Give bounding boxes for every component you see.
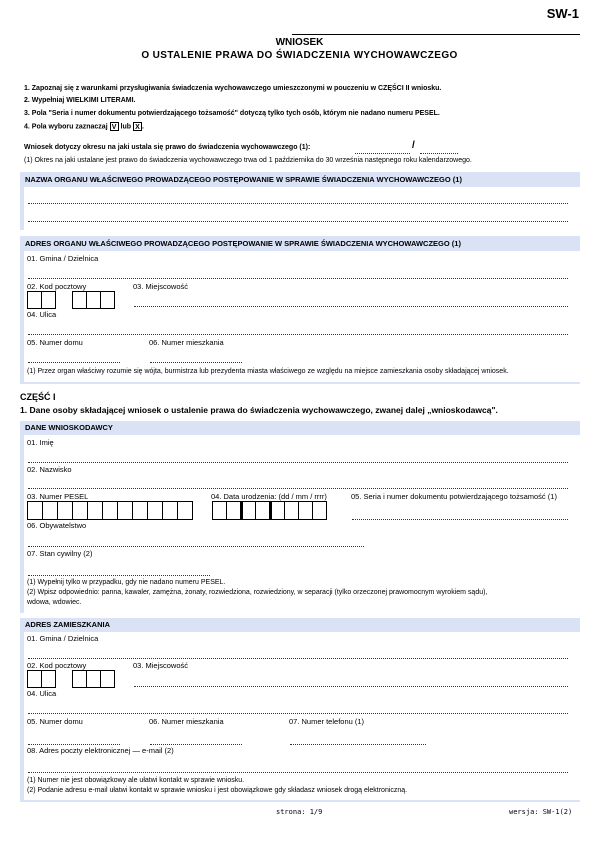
residence-miejscowosc-field[interactable] (134, 686, 568, 687)
part1-title: CZĘŚĆ I (20, 392, 56, 402)
organ-miejscowosc-field[interactable] (134, 306, 568, 307)
instruction-3: 3. Pola "Seria i numer dokumentu potwierdzającego tożsamość" dotyczą tylko tych osób, którym nie nadano numeru PESEL. (24, 110, 440, 117)
residence-email-field[interactable] (28, 772, 568, 773)
residence-section-edge (20, 618, 24, 800)
form-version: wersja: SW-1(2) (509, 808, 573, 816)
organ-name-line-1[interactable] (28, 203, 568, 204)
organ-ulica-field[interactable] (28, 334, 568, 335)
residence-kod-box-2[interactable] (41, 670, 56, 688)
pesel-digit-box[interactable] (162, 501, 178, 520)
residence-kod-box-5[interactable] (100, 670, 115, 688)
applicant-note-2a: (2) Wpisz odpowiednio: panna, kawaler, zamężna, żonaty, rozwiedziona, rozwiedziony, w separacji (tylko orzeczonej prawomocnym wyrokiem sądu), (27, 589, 488, 596)
organ-kod-label: 02. Kod pocztowy (27, 282, 87, 291)
top-rule (292, 34, 580, 35)
pesel-digit-box[interactable] (132, 501, 148, 520)
title-line1: WNIOSEK (275, 37, 324, 48)
applicant-obywatelstwo-label: 06. Obywatelstwo (27, 521, 87, 530)
applicant-pesel-label: 03. Numer PESEL (27, 492, 89, 501)
organ-miejscowosc-label: 03. Miejscowość (133, 282, 189, 291)
residence-nr-mieszkania-field[interactable] (150, 744, 242, 745)
instruction-4 (24, 122, 144, 131)
organ-name-line-2[interactable] (28, 221, 568, 222)
form-code: SW-1 (546, 6, 579, 21)
pesel-digit-box[interactable] (102, 501, 118, 520)
pesel-digit-box[interactable] (117, 501, 133, 520)
organ-address-note: (1) Przez organ właściwy rozumie się wójta, burmistrza lub prezydenta miasta właściwego ze względu na miejsce zamieszkania osoby składającej wniosek. (27, 368, 509, 375)
organ-name-header: NAZWA ORGANU WŁAŚCIWEGO PROWADZĄCEGO POSTĘPOWANIE W SPRAWIE ŚWIADCZENIA WYCHOWAWCZEGO (1) (20, 172, 580, 187)
period-slash: / (412, 140, 415, 151)
applicant-obywatelstwo-field[interactable] (28, 546, 364, 547)
pesel-digit-box[interactable] (147, 501, 163, 520)
residence-kod-box-3[interactable] (72, 670, 87, 688)
applicant-imie-label: 01. Imię (27, 438, 54, 447)
applicant-nazwisko-label: 02. Nazwisko (27, 465, 72, 474)
applicant-stan-cywilny-label: 07. Stan cywilny (2) (27, 549, 93, 558)
residence-kod-label: 02. Kod pocztowy (27, 661, 87, 670)
applicant-dokument-label: 05. Seria i numer dokumentu potwierdzającego tożsamość (1) (351, 492, 557, 501)
birthdate-digit-box[interactable] (298, 501, 313, 520)
organ-kod-box-4[interactable] (86, 291, 101, 309)
check-v-example: V (110, 122, 119, 131)
residence-ulica-field[interactable] (28, 713, 568, 714)
pesel-digit-box[interactable] (177, 501, 193, 520)
check-x-example: X (133, 122, 142, 131)
residence-nr-domu-field[interactable] (28, 744, 120, 745)
organ-address-bottom-rule (20, 382, 580, 384)
residence-header: ADRES ZAMIESZKANIA (20, 618, 580, 632)
residence-miejscowosc-label: 03. Miejscowość (133, 661, 189, 670)
residence-email-label: 08. Adres poczty elektronicznej — e-mail (2) (27, 746, 174, 755)
residence-ulica-label: 04. Ulica (27, 689, 57, 698)
residence-gmina-label: 01. Gmina / Dzielnica (27, 634, 99, 643)
applicant-stan-cywilny-field[interactable] (28, 575, 210, 576)
instruction-2: 2. Wypełniaj WIELKIMI LITERAMI. (24, 97, 136, 104)
organ-ulica-label: 04. Ulica (27, 310, 57, 319)
residence-nr-mieszkania-label: 06. Numer mieszkania (149, 717, 224, 726)
pesel-digit-box[interactable] (57, 501, 73, 520)
period-from-field[interactable] (355, 153, 410, 154)
birthdate-digit-box[interactable] (255, 501, 270, 520)
birthdate-digit-box[interactable] (284, 501, 299, 520)
residence-gmina-field[interactable] (28, 658, 568, 659)
residence-kod-box-1[interactable] (27, 670, 42, 688)
applicant-header: DANE WNIOSKODAWCY (20, 421, 580, 435)
residence-bottom-rule (20, 800, 580, 802)
residence-note-1: (1) Numer nie jest obowiązkowy ale ułatwi kontakt w sprawie wniosku. (27, 777, 245, 784)
birthdate-digit-box[interactable] (270, 501, 285, 520)
applicant-nazwisko-field[interactable] (28, 488, 568, 489)
period-label: Wniosek dotyczy okresu na jaki ustala się prawo do świadczenia wychowawczego (1): (24, 144, 311, 151)
applicant-note-1: (1) Wypełnij tylko w przypadku, gdy nie nadano numeru PESEL. (27, 579, 226, 586)
instruction-4-dot: . (142, 123, 144, 131)
part1-heading: 1. Dane osoby składającej wniosek o ustalenie prawa do świadczenia wychowawczego, zwanej dalej „wnioskodawcą". (20, 405, 498, 415)
organ-nr-domu-label: 05. Numer domu (27, 338, 83, 347)
applicant-note-2b: wdowa, wdowiec. (27, 599, 82, 606)
applicant-imie-field[interactable] (28, 462, 568, 463)
applicant-dokument-field[interactable] (352, 519, 568, 520)
pesel-digit-box[interactable] (42, 501, 58, 520)
residence-kod-box-4[interactable] (86, 670, 101, 688)
organ-kod-box-1[interactable] (27, 291, 42, 309)
instruction-4-text: 4. Pola wyboru zaznaczaj (24, 123, 108, 131)
organ-gmina-label: 01. Gmina / Dzielnica (27, 254, 99, 263)
organ-address-section-edge (20, 236, 24, 382)
period-note: (1) Okres na jaki ustalane jest prawo do świadczenia wychowawczego trwa od 1 października do 30 września następnego roku kalendarzowego. (24, 157, 472, 164)
birthdate-digit-box[interactable] (226, 501, 241, 520)
applicant-section-edge (20, 421, 24, 613)
birthdate-digit-box[interactable] (312, 501, 327, 520)
organ-nr-mieszkania-field[interactable] (150, 362, 242, 363)
pesel-digit-box[interactable] (87, 501, 103, 520)
organ-kod-box-3[interactable] (72, 291, 87, 309)
organ-gmina-field[interactable] (28, 278, 568, 279)
pesel-digit-box[interactable] (27, 501, 43, 520)
residence-telefon-field[interactable] (290, 744, 426, 745)
instruction-4-or: lub (120, 123, 132, 131)
organ-nr-mieszkania-label: 06. Numer mieszkania (149, 338, 224, 347)
residence-nr-domu-label: 05. Numer domu (27, 717, 83, 726)
organ-nr-domu-field[interactable] (28, 362, 120, 363)
pesel-digit-box[interactable] (72, 501, 88, 520)
applicant-data-ur-label: 04. Data urodzenia: (dd / mm / rrrr) (211, 492, 327, 501)
page-number: strona: 1/9 (276, 808, 323, 816)
birthdate-digit-box[interactable] (241, 501, 256, 520)
instruction-1: 1. Zapoznaj się z warunkami przysługiwania świadczenia wychowawczego umieszczonymi w pouczeniu w CZĘŚCI II wniosku. (24, 85, 442, 92)
period-to-field[interactable] (420, 153, 458, 154)
residence-telefon-label: 07. Numer telefonu (1) (289, 717, 365, 726)
birthdate-digit-box[interactable] (212, 501, 227, 520)
residence-note-2: (2) Podanie adresu e-mail ułatwi kontakt w sprawie wniosku i jest obowiązkowe gdy składasz wniosek drogą elektroniczną. (27, 787, 408, 794)
organ-kod-box-5[interactable] (100, 291, 115, 309)
organ-address-header: ADRES ORGANU WŁAŚCIWEGO PROWADZĄCEGO POSTĘPOWANIE W SPRAWIE ŚWIADCZENIA WYCHOWAWCZEGO (1) (20, 236, 580, 251)
title-line2: O USTALENIE PRAWA DO ŚWIADCZENIA WYCHOWAWCZEGO (141, 50, 458, 61)
organ-kod-box-2[interactable] (41, 291, 56, 309)
